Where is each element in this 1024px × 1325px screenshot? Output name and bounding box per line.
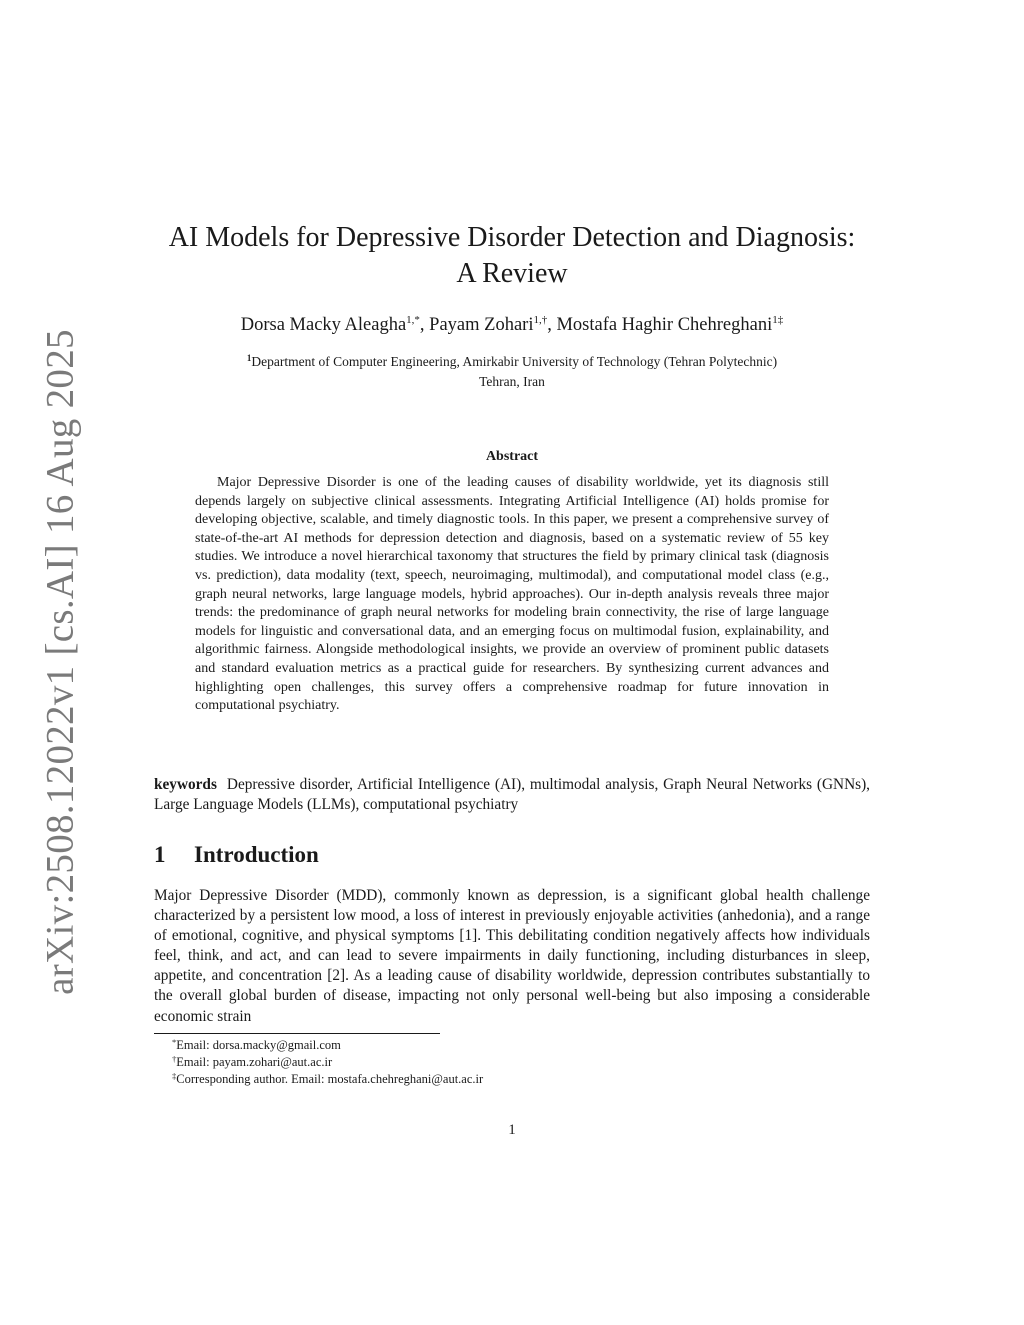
section-heading [154,842,870,868]
footnotes [172,1037,872,1088]
footnote [172,1071,872,1088]
keywords-text: Depressive disorder, Artificial Intelligence (AI), multimodal analysis, Graph Neural Networks (GNNs), Large Language Models (LLMs), computational psychiatry [154,776,870,813]
arxiv-identifier-stamp: arXiv:2508.12022v1 [cs.AI] 16 Aug 2025 [38,329,82,995]
author-affiliation-mark: 1‡ [772,314,784,326]
affiliation-marker: 1 [246,353,252,363]
introduction-paragraph: Major Depressive Disorder (MDD), commonly known as depression, is a significant global health challenge characterized by a persistent low mood, a loss of interest in previously enjoyable activities (anhedonia), and a range of emotional, cognitive, and physical symptoms [1]. This debilitating condition negatively affects how individuals feel, think, and act, and can lead to severe impairments in daily functioning, including disturbances in sleep, appetite, and concentration [2]. As a leading cause of disability worldwide, depression contributes substantially to the overall global burden of disease, impacting not only personal well-being but also imposing a considerable economic strain [154,887,870,1025]
abstract-text: Major Depressive Disorder is one of the leading causes of disability worldwide, yet its diagnosis still depends largely on subjective clinical assessments. Integrating Artificial Intelligence (AI) holds promise for developing objective, scalable, and timely diagnostic tools. In this paper, we present a comprehensive survey of state-of-the-art AI methods for depression detection and diagnosis, based on a systematic review of 55 key studies. We introduce a novel hierarchical taxonomy that structures the field by primary clinical task (diagnosis vs. prediction), data modality (text, speech, neuroimaging, multimodal), and computational model class (e.g., graph neural networks, large language models, hybrid approaches). Our in-depth analysis reveals three major trends: the predominance of graph neural networks for modeling brain connectivity, the rise of large language models for linguistic and conversational data, and an emerging focus on multimodal fusion, explainability, and algorithmic fairness. Alongside methodological insights, we provide an overview of prominent public datasets and standard evaluation metrics as a practical guide for researchers. By synthesizing current advances and highlighting open challenges, this survey offers a comprehensive roadmap for future innovation in computational psychiatry. [195,475,829,714]
keywords-block [154,775,870,815]
footnote-mark: * [172,1037,177,1047]
footnote [172,1054,872,1071]
author-name: Dorsa Macky Aleagha [240,315,407,335]
footnote-text: Corresponding author. Email: mostafa.chehreghani@aut.ac.ir [176,1072,484,1086]
author-affiliation-mark: 1,* [406,314,420,326]
author-name: Mostafa Haghir Chehreghani [556,315,773,335]
footnote-mark: † [172,1054,177,1064]
abstract-heading: Abstract [485,449,539,464]
author-name: Payam Zohari [429,315,534,335]
author-affiliation-mark: 1,† [533,314,548,326]
footnote-text: Email: dorsa.macky@gmail.com [176,1038,341,1052]
section-number: 1 [154,842,166,867]
section-title: Introduction [194,842,319,867]
keywords-label: keywords [154,776,217,793]
footnote [172,1037,872,1054]
title-line-2: A Review [456,258,568,289]
affiliation-location: Tehran, Iran [479,374,545,389]
footnote-divider [154,1033,440,1034]
affiliation-department: Department of Computer Engineering, Amirkabir University of Technology (Tehran Polytechnic) [251,354,778,369]
footnote-mark: ‡ [172,1071,177,1081]
paper-title [154,220,870,292]
title-line-1: AI Models for Depressive Disorder Detection and Diagnosis: [168,222,856,253]
page-number: 1 [508,1122,516,1138]
affiliation [154,352,870,392]
footnote-text: Email: payam.zohari@aut.ac.ir [176,1055,333,1069]
author-list: Dorsa Macky Aleagha$^{1,*}$, Payam Zohari$^{1,\dagger}$, Mostafa Haghir Chehreghani$^{1\ddagger}$ [240,314,784,335]
